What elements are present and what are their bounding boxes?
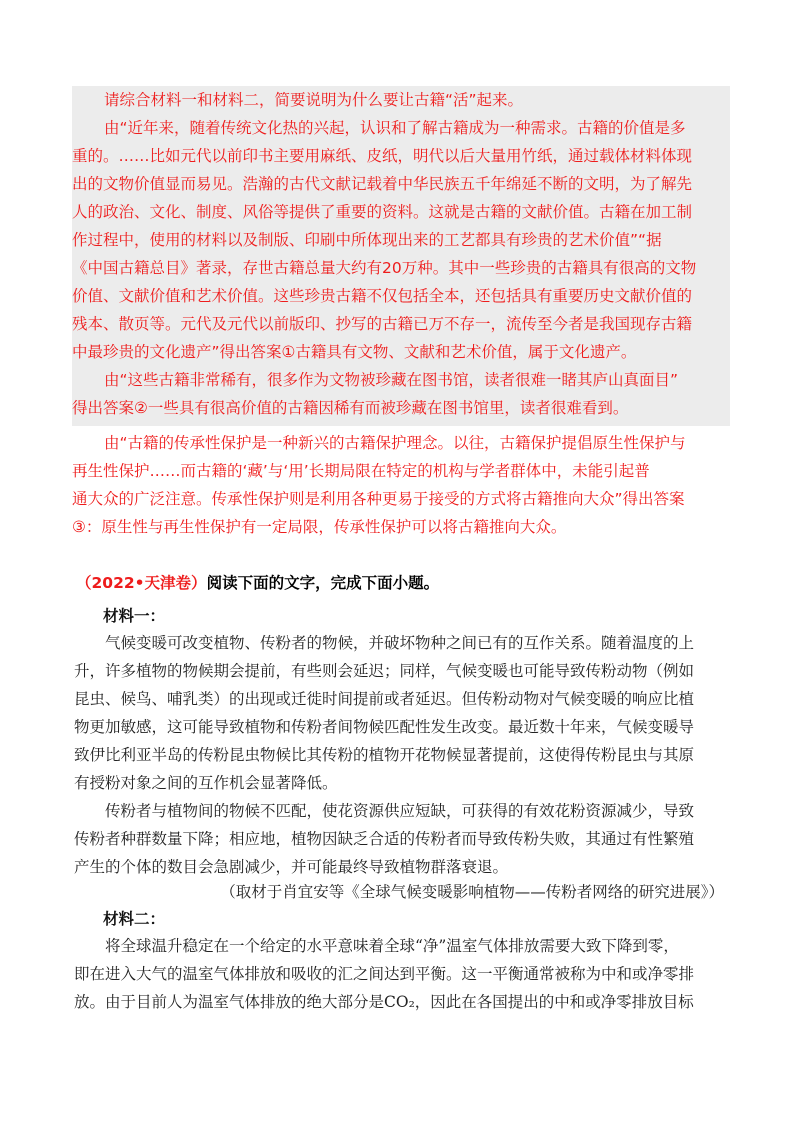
text-line: 人的政治、文化、制度、风俗等提供了重要的资料。这就是古籍的文献价值。古籍在加工制 xyxy=(72,203,693,221)
answer-question-prompt xyxy=(72,86,730,114)
text-line: 传粉者与植物间的物候不匹配，使花资源供应短缺，可获得的有效花粉资源减少，导致 xyxy=(105,802,695,820)
text-line: 《中国古籍总目》著录，存世古籍总量大约有20万种。其中一些珍贵的古籍具有很高的文物 xyxy=(72,259,697,277)
text-line: 重的。……比如元代以前印书主要用麻纸、皮纸，明代以后大量用竹纸，通过载体材料体现 xyxy=(72,147,693,165)
text-line: 中最珍贵的文化遗产”得出答案①古籍具有文物、文献和艺术价值，属于文化遗产。 xyxy=(72,343,637,361)
material-2-title: 材料二： xyxy=(103,910,166,928)
text-line: 得出答案②一些具有很高价值的古籍因稀有而被珍藏在图书馆里，读者很难看到。 xyxy=(72,399,629,417)
question-prompt: 阅读下面的文字，完成下面小题。 xyxy=(206,574,440,592)
text-line: 产生的个体的数目会急剧减少，并可能最终导致植物群落衰退。 xyxy=(74,858,509,876)
text-line: 有授粉对象之间的互作机会显著降低。 xyxy=(74,774,338,792)
text-line: 升，许多植物的物候期会提前，有些则会延迟；同样，气候变暖也可能导致传粉动物（例如 xyxy=(74,662,695,680)
material-2-paragraph-1 xyxy=(74,932,734,1016)
text-line: 请综合材料一和材料二，简要说明为什么要让古籍“活”起来。 xyxy=(104,91,524,109)
text-line: 出的文物价值显而易见。浩瀚的古代文献记载着中华民族五千年绵延不断的文明，为了解先 xyxy=(72,175,693,193)
answer-paragraph-3 xyxy=(72,429,730,541)
question-heading xyxy=(76,571,439,595)
text-line: 放。由于目前人为温室气体排放的绝大部分是CO₂，因此在各国提出的中和或净零排放目标 xyxy=(74,993,694,1011)
material-1-paragraph-2 xyxy=(74,797,734,881)
text-line: 由“近年来，随着传统文化热的兴起，认识和了解古籍成为一种需求。古籍的价值是多 xyxy=(104,119,686,137)
text-line: 即在进入大气的温室气体排放和吸收的汇之间达到平衡。这一平衡通常被称为中和或净零排 xyxy=(74,965,695,983)
text-line: 由“古籍的传承性保护是一种新兴的古籍保护理念。以往，古籍保护提倡原生性保护与 xyxy=(104,434,686,452)
text-line: 气候变暖可改变植物、传粉者的物候，并破坏物种之间已有的互作关系。随着温度的上 xyxy=(105,634,695,652)
text-line: 昆虫、候鸟、哺乳类）的出现或迁徙时间提前或者延迟。但传粉动物对气候变暖的响应比植 xyxy=(74,690,695,708)
text-line: 将全球温升稳定在一个给定的水平意味着全球“净”温室气体排放需要大致下降到零， xyxy=(105,937,679,955)
material-1-paragraph-1 xyxy=(74,629,734,797)
material-1-title: 材料一： xyxy=(103,607,166,625)
material-1-citation: （取材于肖宜安等《全球气候变暖影响植物——传粉者网络的研究进展》） xyxy=(220,883,724,901)
answer-paragraph-2 xyxy=(72,366,730,422)
question-source: （2022•天津卷） xyxy=(76,574,207,592)
text-line: ③：原生性与再生性保护有一定局限，传承性保护可以将古籍推向大众。 xyxy=(72,518,567,536)
text-line: 残本、散页等。元代及元代以前版印、抄写的古籍已万不存一，流传至今者是我国现存古籍 xyxy=(72,315,693,333)
text-line: 传粉者种群数量下降；相应地，植物因缺乏合适的传粉者而导致传粉失败，其通过有性繁殖 xyxy=(74,830,695,848)
text-line: 通大众的广泛注意。传承性保护则是利用各种更易于接受的方式将古籍推向大众”得出答案 xyxy=(72,490,685,508)
text-line: 物更加敏感，这可能导致植物和传粉者间物候匹配性发生改变。最近数十年来，气候变暖导 xyxy=(74,718,695,736)
text-line: 价值、文献价值和艺术价值。这些珍贵古籍不仅包括全本，还包括具有重要历史文献价值的 xyxy=(72,287,693,305)
text-line: 作过程中，使用的材料以及制版、印刷中所体现出来的工艺都具有珍贵的艺术价值”“据 xyxy=(72,231,662,249)
text-line: 由“这些古籍非常稀有，很多作为文物被珍藏在图书馆，读者很难一睹其庐山真面目” xyxy=(104,371,679,389)
text-line: 致伊比利亚半岛的传粉昆虫物候比其传粉的植物开花物候显著提前，这使得传粉昆虫与其原 xyxy=(74,746,695,764)
answer-paragraph-1 xyxy=(72,114,730,366)
text-line: 再生性保护……而古籍的‘藏’与‘用’长期局限在特定的机构与学者群体中，未能引起普 xyxy=(72,462,650,480)
